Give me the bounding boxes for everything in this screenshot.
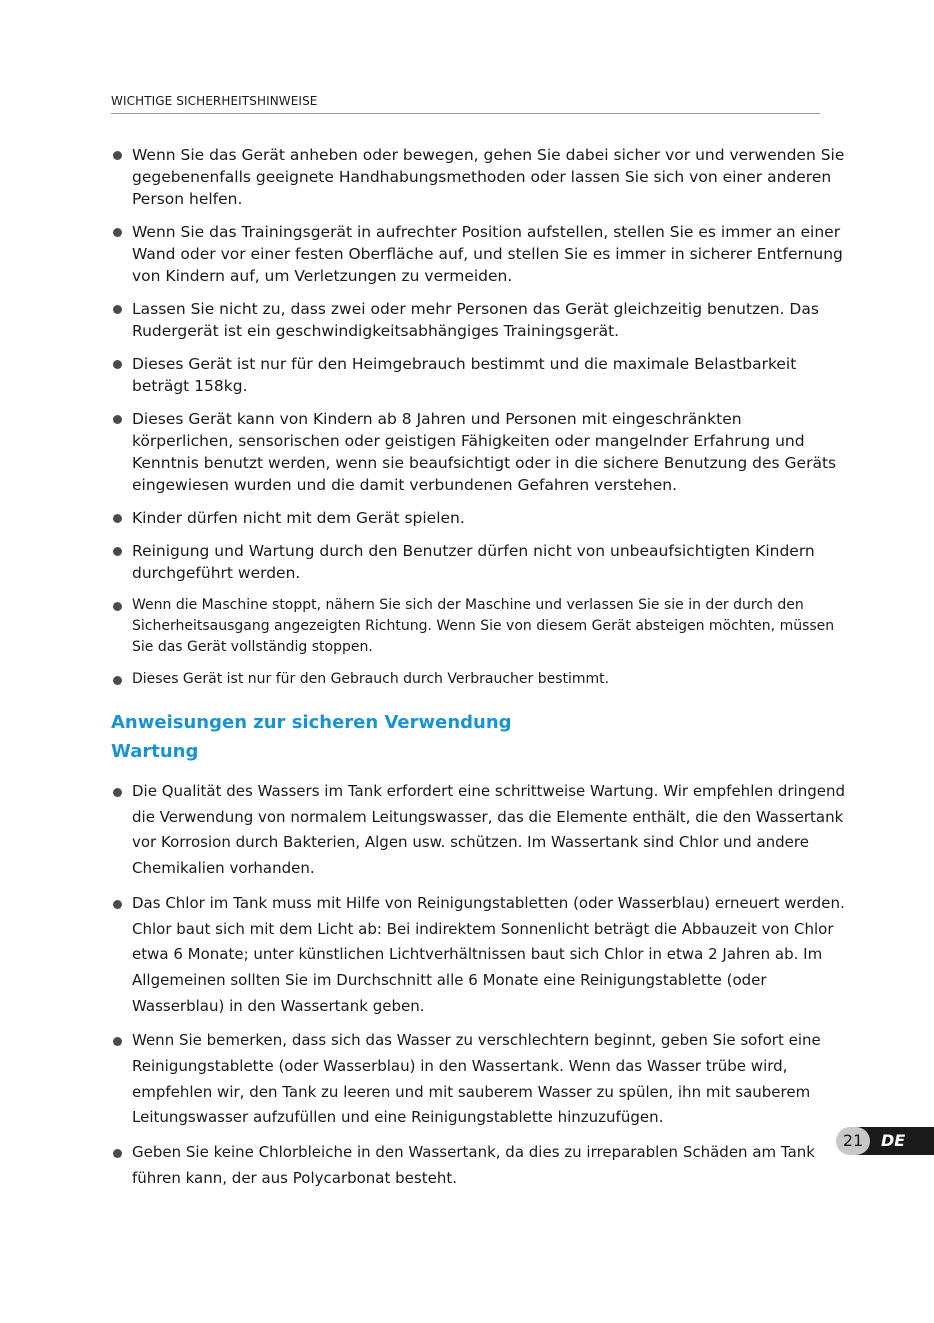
list-item <box>111 595 846 658</box>
bullet-icon <box>113 676 122 685</box>
page-number: 21 <box>836 1127 870 1155</box>
bullet-icon <box>113 360 122 369</box>
bullet-icon <box>113 151 122 160</box>
list-item-text: Dieses Gerät kann von Kindern ab 8 Jahren und Personen mit eingeschränkten körperlichen, sensorischen oder geistigen Fähigkeiten oder mangelnder Erfahrung und Kenntnis benutzt werden, wenn sie beaufsichtigt oder in die sichere Benutzung des Geräts eingewiesen wurden und die damit verbundenen Gefahren verstehen. <box>132 410 837 494</box>
list-item-text: Wenn Sie bemerken, dass sich das Wasser zu verschlechtern beginnt, geben Sie sofort eine Reinigungstablette (oder Wasserblau) in den Wassertank. Wenn das Wasser trübe wird, empfehlen wir, den Tank zu leeren und mit sauberem Wasser zu spülen, ihn mit sauberem Leitungswasser aufzufüllen und eine Reinigungstablette hinzuzufügen. <box>132 1031 821 1127</box>
bullet-icon <box>113 547 122 556</box>
list-item <box>111 298 846 342</box>
list-item-text: Das Chlor im Tank muss mit Hilfe von Reinigungstabletten (oder Wasserblau) erneuert werden. Chlor baut sich mit dem Licht ab: Bei indirektem Sonnenlicht beträgt die Abbauzeit von Chlor etwa 6 Monate; unter künstlichen Lichtverhältnissen baut sich Chlor in etwa 2 Jahren ab. Im Allgemeinen sollten Sie im Durchschnitt alle 6 Monate eine Reinigungstablette (oder Wasserblau) in den Wassertank geben. <box>132 893 845 1015</box>
list-item <box>111 1140 846 1191</box>
list-item-text: Die Qualität des Wassers im Tank erfordert eine schrittweise Wartung. Wir empfehlen dringend die Verwendung von normalem Leitungswasser, das die Elemente enthält, die den Wassertank vor Korrosion durch Bakterien, Algen usw. schützen. Im Wassertank sind Chlor und andere Chemikalien vorhanden. <box>132 782 846 878</box>
list-item <box>111 779 846 882</box>
list-item <box>111 408 846 496</box>
list-item <box>111 891 846 1020</box>
bullet-icon <box>113 900 122 909</box>
list-item-text: Geben Sie keine Chlorbleiche in den Wassertank, da dies zu irreparablen Schäden am Tank führen kann, der aus Polycarbonat besteht. <box>132 1143 815 1187</box>
list-item-text: Wenn Sie das Trainingsgerät in aufrechter Position aufstellen, stellen Sie es immer an einer Wand oder vor einer festen Oberfläche auf, und stellen Sie es immer in sicherer Entfernung von Kindern auf, um Verletzungen zu vermeiden. <box>132 223 843 285</box>
list-item-text: Kinder dürfen nicht mit dem Gerät spielen. <box>132 509 465 527</box>
list-item-text: Reinigung und Wartung durch den Benutzer dürfen nicht von unbeaufsichtigten Kindern durchgeführt werden. <box>132 542 815 582</box>
language-label: DE <box>853 1127 934 1155</box>
list-item <box>111 669 846 690</box>
list-item-text: Wenn die Maschine stoppt, nähern Sie sich der Maschine und verlassen Sie sie in der durch den Sicherheitsausgang angezeigten Richtung. Wenn Sie von diesem Gerät absteigen möchten, müssen Sie das Gerät vollständig stoppen. <box>132 597 835 655</box>
running-header: WICHTIGE SICHERHEITSHINWEISE <box>111 94 820 114</box>
safety-notes-list <box>111 144 846 701</box>
bullet-icon <box>113 514 122 523</box>
list-item <box>111 221 846 287</box>
bullet-icon <box>113 228 122 237</box>
section-subtitle: Wartung <box>111 741 199 762</box>
bullet-icon <box>113 415 122 424</box>
bullet-icon <box>113 1037 122 1046</box>
page-tab <box>836 1127 934 1155</box>
bullet-icon <box>113 1149 122 1158</box>
section-title: Anweisungen zur sicheren Verwendung <box>111 712 512 733</box>
list-item <box>111 507 846 529</box>
list-item <box>111 1028 846 1131</box>
maintenance-notes-list <box>111 779 846 1201</box>
list-item-text: Wenn Sie das Gerät anheben oder bewegen, gehen Sie dabei sicher vor und verwenden Sie gegebenenfalls geeignete Handhabungsmethoden oder lassen Sie sich von einer anderen Person helfen. <box>132 146 845 208</box>
list-item <box>111 540 846 584</box>
list-item-text: Dieses Gerät ist nur für den Gebrauch durch Verbraucher bestimmt. <box>132 671 610 687</box>
list-item-text: Dieses Gerät ist nur für den Heimgebrauch bestimmt und die maximale Belastbarkeit beträgt 158kg. <box>132 355 797 395</box>
bullet-icon <box>113 788 122 797</box>
bullet-icon <box>113 305 122 314</box>
list-item <box>111 144 846 210</box>
list-item-text: Lassen Sie nicht zu, dass zwei oder mehr Personen das Gerät gleichzeitig benutzen. Das Rudergerät ist ein geschwindigkeitsabhängiges Trainingsgerät. <box>132 300 819 340</box>
list-item <box>111 353 846 397</box>
bullet-icon <box>113 602 122 611</box>
